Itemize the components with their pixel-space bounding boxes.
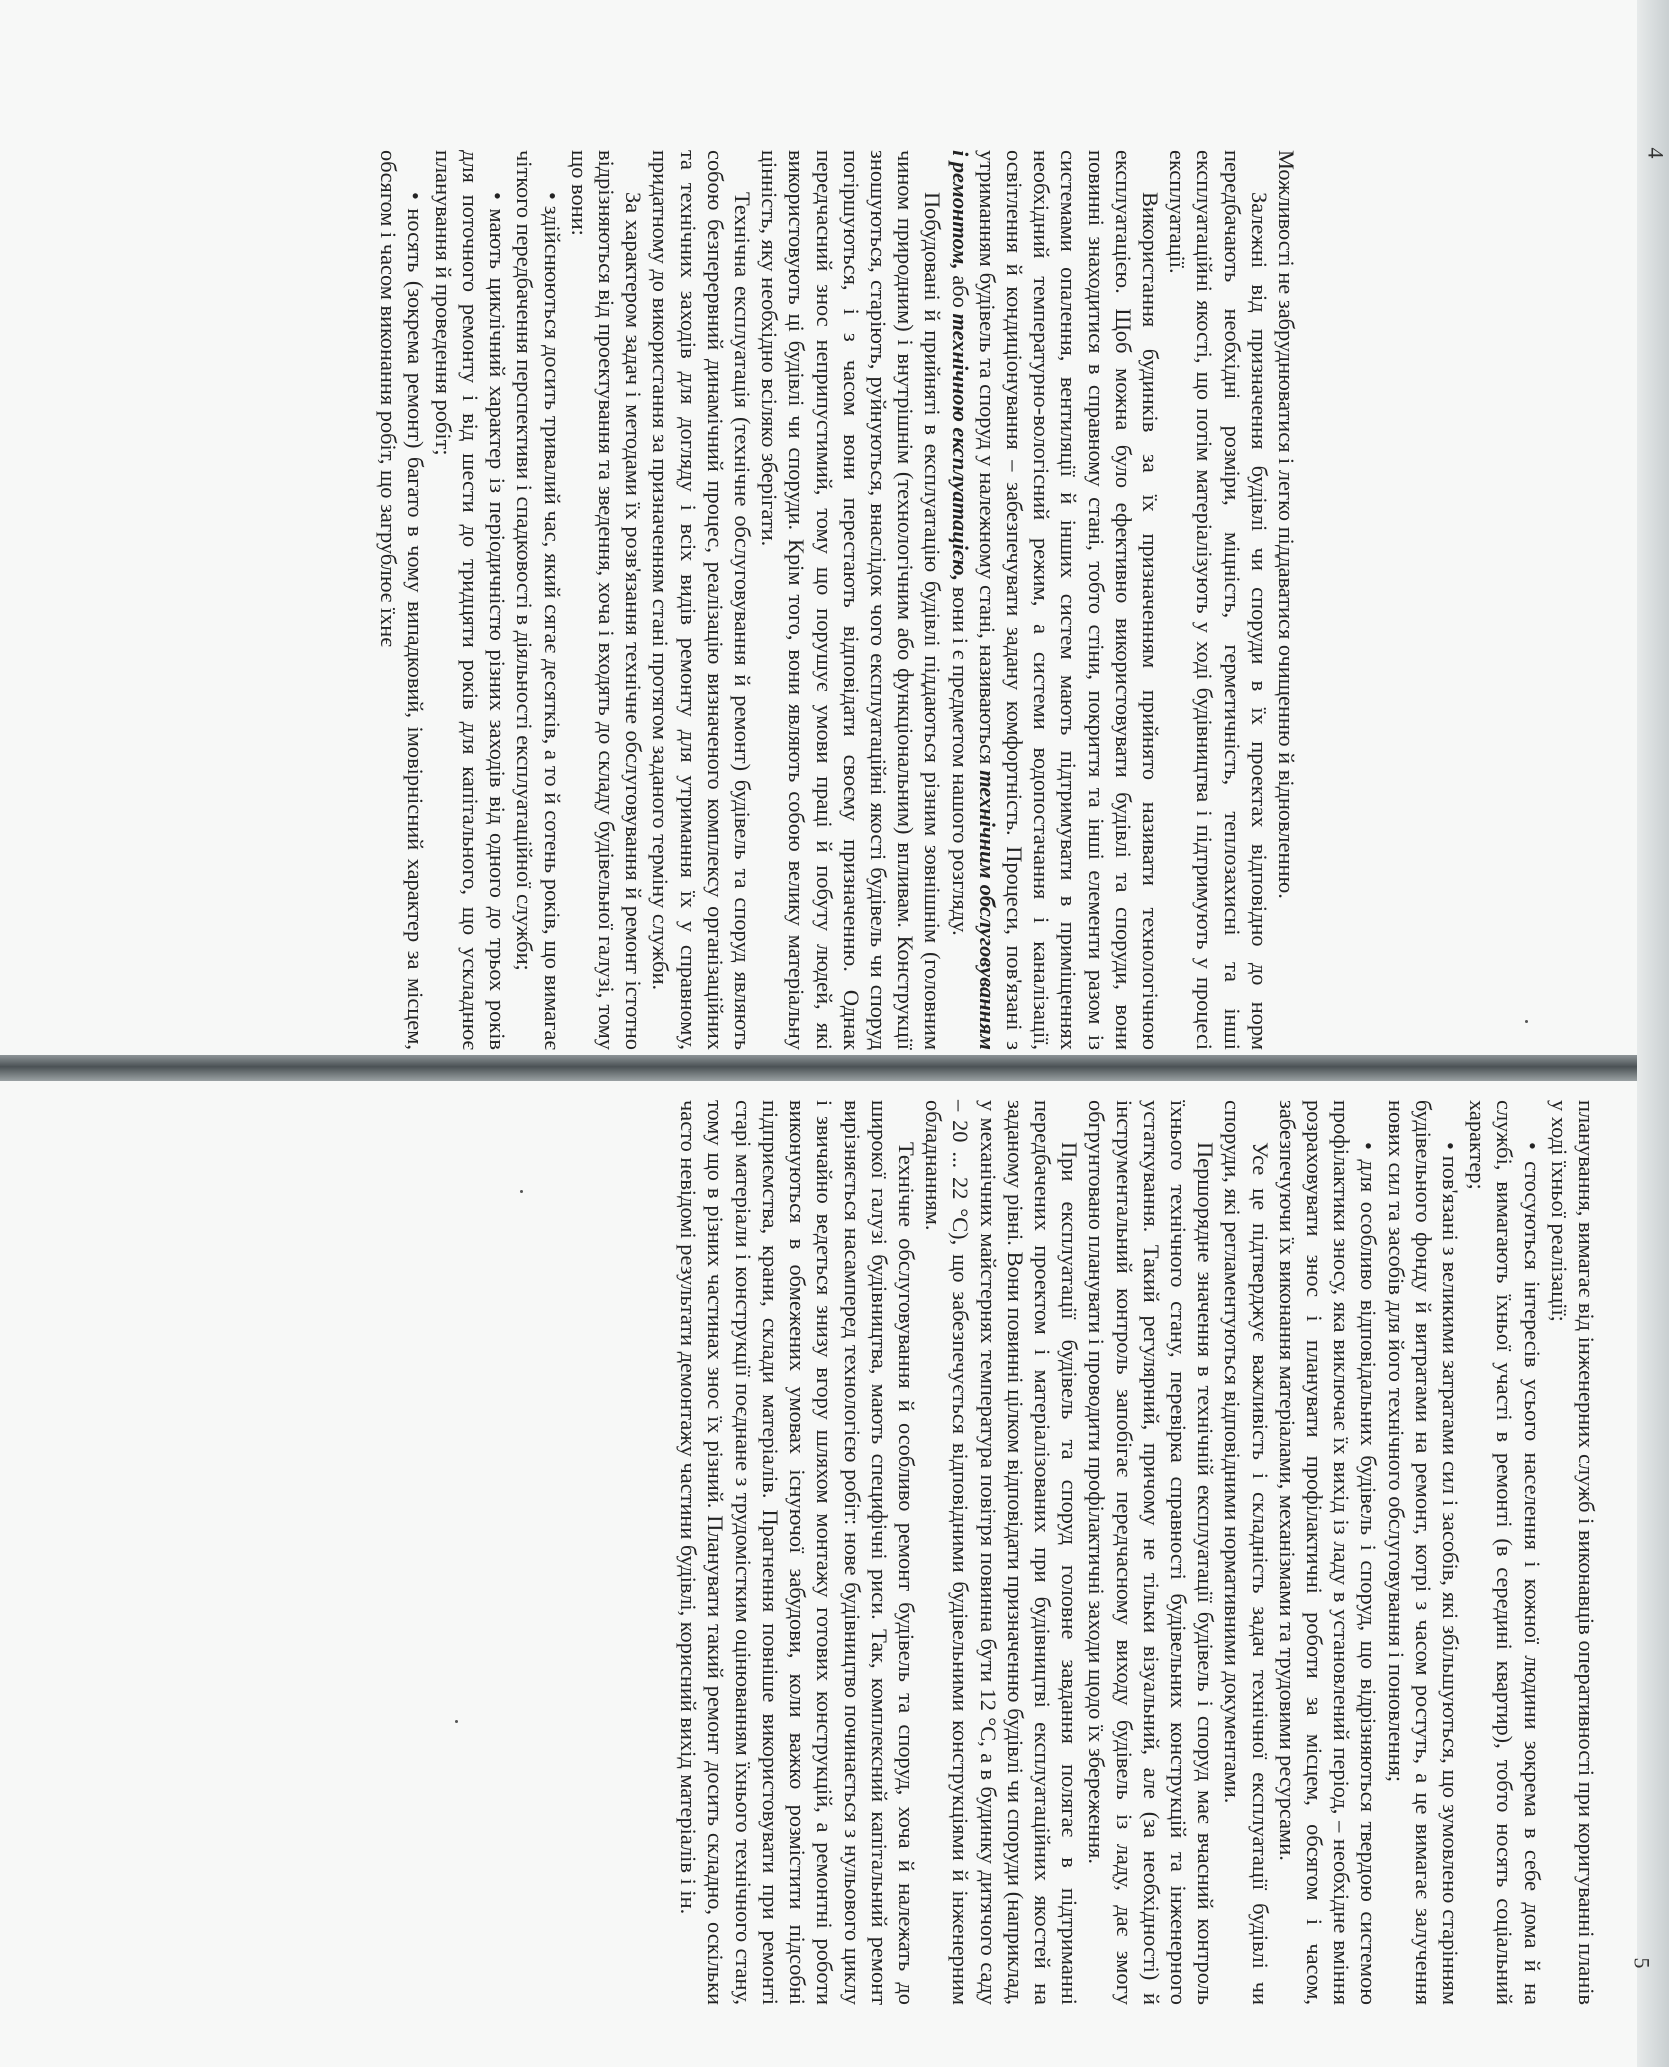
paragraph: Технічне обслуговування й особливо ремонт будівель та споруд, хоча й належать до широкої галузі будівництва, мають специфічні риси. Так, комплексний капітальний ремонт вирізняється насамперед технологією робіт: нове будівництво починається з нульового циклу і звичайно ведеться знизу вгору шляхом монтажу готових конструкцій, а ремонтні роботи виконуються в обмежених умовах існуючої забудови, коли важко розмістити підсобні підприємства, крани, склади матеріалів. Прагнення повніше використовувати при ремонті старі матеріали і конструкції поєднане з трудомістким оцінюванням їхнього технічного стану, тому що в різних частинах знос їх різний. Планувати такий ремонт досить складно, оскільки часто невідомі результати демонтажу частини будівлі, корисний вихід матеріалів і ін. [676, 1100, 919, 2005]
paragraph: Побудовані й прийняті в експлуатацію будівлі піддаються різним зовнішнім (головним чином природним) і внутрішнім (технологічним або функціональним) впливам. Конструкції зношуються, старіють, руйнуються, внаслідок чого експлуатаційні якості будівель чи споруд погіршуються, і з часом вони перестають відповідати своєму призначенню. Однак передчасний знос неприпустимий, тому що порушує умови праці й побуту людей, які використовують ці будівлі чи споруди. Крім того, вони являють собою велику матеріальну цінність, яку необхідно всіляко зберігати. [757, 150, 946, 1050]
paragraph: Технічна експлуатація (технічне обслуговування й ремонт) будівель та споруд являють собою безперервний динамічний процес, реалізацію визначеного комплексу організаційних та технічних заходів для догляду і всіх видів ремонту для утримання їх у справному, придатному до використання за призначенням стані протягом заданого терміну служби. [648, 150, 755, 1050]
paragraph: Залежні від призначення будівлі чи споруди в їх проектах відповідно до норм передбачають необхідні розміри, міцність, герметичність, теплозахисні та інші експлуатаційні якості, що потім матеріалізують у ході будівництва і підтримують у процесі експлуатації. [1165, 150, 1272, 1050]
book-spine-gutter [0, 1055, 1669, 1081]
paragraph-text: вони і є предметом нашого розгляду. [947, 581, 973, 936]
bullet-item: • стосуються інтересів усього населення і кожної людини зокрема в себе дома й на службі, вимагають їхньої участі в ремонті (в середині квартир), тобто носять соціальний характер; [1465, 1100, 1545, 2005]
paragraph-text: Використання будинків за їх призначенням прийнято називати технологічною експлуатацією. Щоб можна було ефективно використовувати будівлі та споруди, вони повинні знаходитися в справному стані, тобто стіни, покриття та інші елементи разом із системами опалення, вентиляції й інших систем мають підтримувати в приміщеннях необхідний температурно-вологісний режим, а системи водопостачання і каналізації, освітлення й кондиціонування – забезпечувати задану комфортність. Процеси, пов'язані з утриманням будівель та споруд у належному стані, називаються [974, 150, 1163, 1050]
bullet-item: • для особливо відповідальних будівель і споруд, що відрізняються твердою системою профілактики зносу, яка виключає їх вихід із ладу в установлений період, – необхідне вміння розраховувати знос і планувати профілактичні роботи за місцем, обсягом і часом, забезпечуючи їх виконання матеріалами, механізмами та трудовими ресурсами. [1274, 1100, 1382, 2005]
paragraph: планування, вимагає від інженерних служб і виконавців оперативності при коригуванні планів у ході їхньої реалізації; [1546, 1100, 1599, 2005]
page-number-5: 5 [1629, 1957, 1655, 1969]
paragraph: Можливості не забруднюватися і легко піддаватися очищенню й відновленню. [1274, 150, 1299, 899]
scanner-edge-shadow [1637, 0, 1669, 2067]
emphasis-term: технічною експлуатацією, [947, 313, 973, 582]
paragraph-with-emphasis [946, 150, 1164, 1050]
paragraph: При експлуатації будівель та споруд головне завдання полягає в підтриманні передбачених проектом і матеріалізованих при будівництві експлуатаційних якостей на заданому рівні. Вони повинні цілком відповідати призначенню будівлі чи споруди (наприклад, у механічних майстернях температура повітря повинна бути 12 °С, а в будинку дитячого саду – 20 ... 22 °С), що забезпечується відповідними будівельними конструкціями й інженерним обладнанням. [921, 1100, 1083, 2005]
bullet-text: носять (зокрема ремонт) багато в чому випадковий, імовірнісний характер за місцем, обсягом і часом виконання робіт, що загрублює їхнє [376, 150, 429, 1050]
paragraph: Усе це підтверджує важливість і складність задач технічної експлуатації будівлі чи споруди, які регламентуються відповідними нормативними документами. [1220, 1100, 1273, 2005]
scan-speck [455, 1720, 458, 1723]
page-5-text-block [675, 1100, 1600, 2005]
bullet-text: здійснюються досить тривалий час, який сягає десятків, а то й сотень років, що вимагає чіткого передбачення перспективи і спадковості в діяльності експлуатаційної служби; [512, 150, 565, 1051]
bullet-text: пов'язані з великими затратами сил і засобів, які збільшуються, що зумовлено старінням будівельного фонду й витратами на ремонт, котрі з часом ростуть, а це вимагає залучення нових сил та засобів для його технічного обслуговування і поновлення; [1383, 1100, 1463, 2005]
bullet-text: для особливо відповідальних будівель і споруд, що відрізняються твердою системою профілактики зносу, яка виключає їх вихід із ладу в установлений період, – необхідне вміння розраховувати знос і планувати профілактичні роботи за місцем, обсягом і часом, забезпечуючи їх виконання матеріалами, механізмами та трудовими ресурсами. [1274, 1100, 1382, 2005]
bullet-text: стосуються інтересів усього населення і кожної людини зокрема в себе дома й на службі, вимагають їхньої участі в ремонті (в середині квартир), тобто носять соціальний характер; [1465, 1100, 1545, 2005]
page-4-text-block [375, 150, 1300, 1050]
bullet-item: • мають циклічний характер із періодичністю різних заходів від одного до трьох років для поточного ремонту і від шести до тридцяти років для капітального, що ускладнює планування й проведення робіт; [430, 150, 511, 1050]
bullet-text: мають циклічний характер із періодичністю різних заходів від одного до трьох років для поточного ремонту і від шести до тридцяти років для капітального, що ускладнює планування й проведення робіт; [430, 150, 511, 1050]
bullet-item: • здійснюються досить тривалий час, який сягає десятків, а то й сотень років, що вимагає чіткого передбачення перспективи і спадковості в діяльності експлуатаційної служби; [512, 150, 565, 1051]
paragraph: За характером задач і методами їх розв'язання технічне обслуговування й ремонт істотно відрізняються від проектування та зведення, хоча і входять до складу будівельної галузі, тому що вони: [566, 150, 647, 1050]
scan-speck [520, 1190, 523, 1193]
scan-speck [1525, 1020, 1528, 1023]
paragraph: Першорядне значення в технічній експлуатації будівель і споруд має вчасний контроль їхнього технічного стану, перевірка справності будівельних конструкцій та інженерного устаткування. Такий регулярний, причому не тільки візуальний, але (за необхідності) й інструментальний контроль запобігає передчасному виходу будівель із ладу, дає змогу обгрунтовано планувати і проводити профілактичні заходи щодо їх збереження. [1084, 1100, 1219, 2005]
emphasis-term: технічним обслуговуванням і ремонтом, [947, 150, 1000, 1050]
page-number-4: 4 [1643, 147, 1669, 159]
bullet-item: • пов'язані з великими затратами сил і засобів, які збільшуються, що зумовлено старінням будівельного фонду й витратами на ремонт, котрі з часом ростуть, а це вимагає залучення нових сил та засобів для його технічного обслуговування і поновлення; [1383, 1100, 1463, 2005]
bullet-item: • носять (зокрема ремонт) багато в чому випадковий, імовірнісний характер за місцем, обсягом і часом виконання робіт, що загрублює їхнє [376, 150, 429, 1050]
paragraph-text: або [947, 269, 973, 314]
